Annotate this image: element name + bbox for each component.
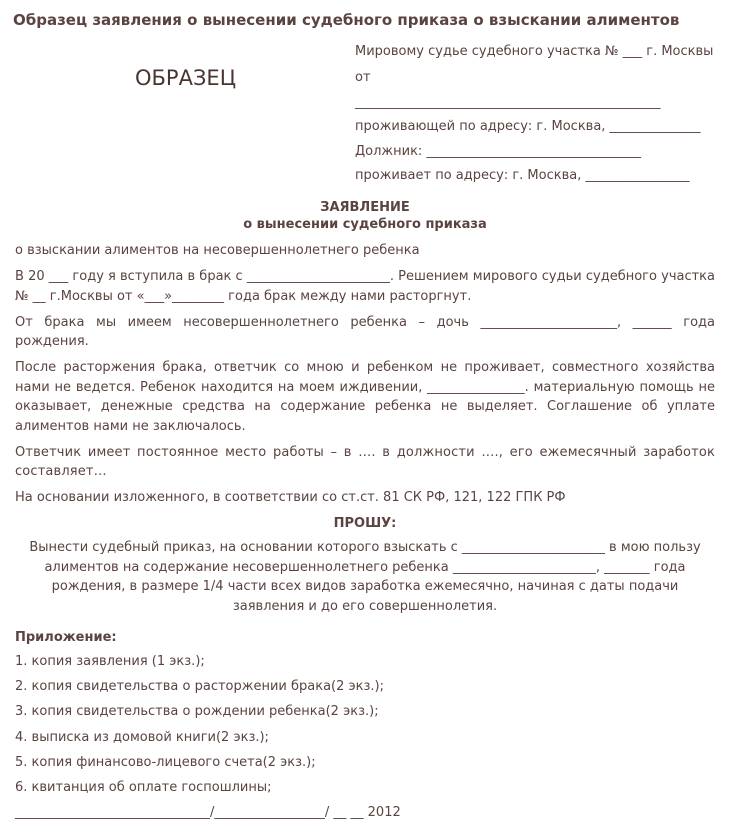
attachments-list [15,652,715,797]
attachment-item: 4. выписка из домовой книги(2 экз.); [15,729,269,745]
attachment-item: 2. копия свидетельства о расторжении брака(2 экз.); [15,679,384,695]
attachment-item: 3. копия свидетельства о рождении ребенка(2 экз.); [15,704,379,720]
paragraph-circumstances: После расторжения брака, ответчик со мною и ребенком не проживает, совместного хозяйства нами не ведется. Ребенок находится на моем иждивении, _______________. материальную помощь не оказывает, денежные средства на содержание ребенка не выделяет. Соглашение об уплате алиментов нами не заключалось. [15,360,715,434]
attachment-item: 5. копия финансово-лицевого счета(2 экз.); [15,754,316,770]
plaintiff-address: проживающей по адресу: г. Москва, ______________ [355,119,701,134]
paragraph-legal-basis: На основании изложенного, в соответствии со ст.ст. 81 СК РФ, 121, 122 ГПК РФ [15,490,566,505]
paragraph-subject: о взыскании алиментов на несовершеннолетнего ребенка [15,243,420,258]
paragraph-child: От брака мы имеем несовершеннолетнего ребенка – дочь _____________________, ______ года рождения. [15,314,715,349]
debtor-address: проживает по адресу: г. Москва, ________________ [355,168,690,183]
paragraph-employment: Ответчик имеет постоянное место работы – в …. в должности …., его ежемесячный заработок составляет… [15,444,715,479]
request-text: Вынести судебный приказ, на основании которого взыскать с ______________________ в мою пользу алиментов на содержание несовершеннолетнего ребенка ______________________, _______ года рождения, в размере 1/4 части всех видов заработка ежемесячно, начиная с даты подачи заявления и до его совершеннолетия. [29,540,701,614]
attachment-item: 1. копия заявления (1 экз.); [15,654,205,669]
page-title: Образец заявления о вынесении судебного приказа о взыскании алиментов [13,11,680,29]
signature-line: ______________________________/_________________/ __ __ 2012 [15,805,401,821]
paragraph-marriage: В 20 ___ году я вступила в брак с ______________________. Решением мирового судьи судебного участка № __ г.Москвы от «___»________ года брак между нами расторгнут. [15,269,715,304]
attachments-heading: Приложение: [15,630,117,645]
request-heading: ПРОШУ: [333,516,397,531]
debtor-name: Должник: _________________________________ [355,143,641,159]
addressee-from: от [355,70,371,85]
addressee-court: Мировому судье судебного участка № ___ г. Москвы [355,44,714,59]
attachment-item: 6. квитанция об оплате госпошлины; [15,779,272,795]
document-heading-subtitle: о вынесении судебного приказа [243,217,487,232]
addressee-blank-line: _______________________________________________ [355,94,661,110]
sample-stamp: ОБРАЗЕЦ [135,66,237,90]
document-heading-title: ЗАЯВЛЕНИЕ [320,200,410,215]
document-body [15,241,715,822]
document-heading [0,199,730,233]
addressee-block [355,42,715,191]
